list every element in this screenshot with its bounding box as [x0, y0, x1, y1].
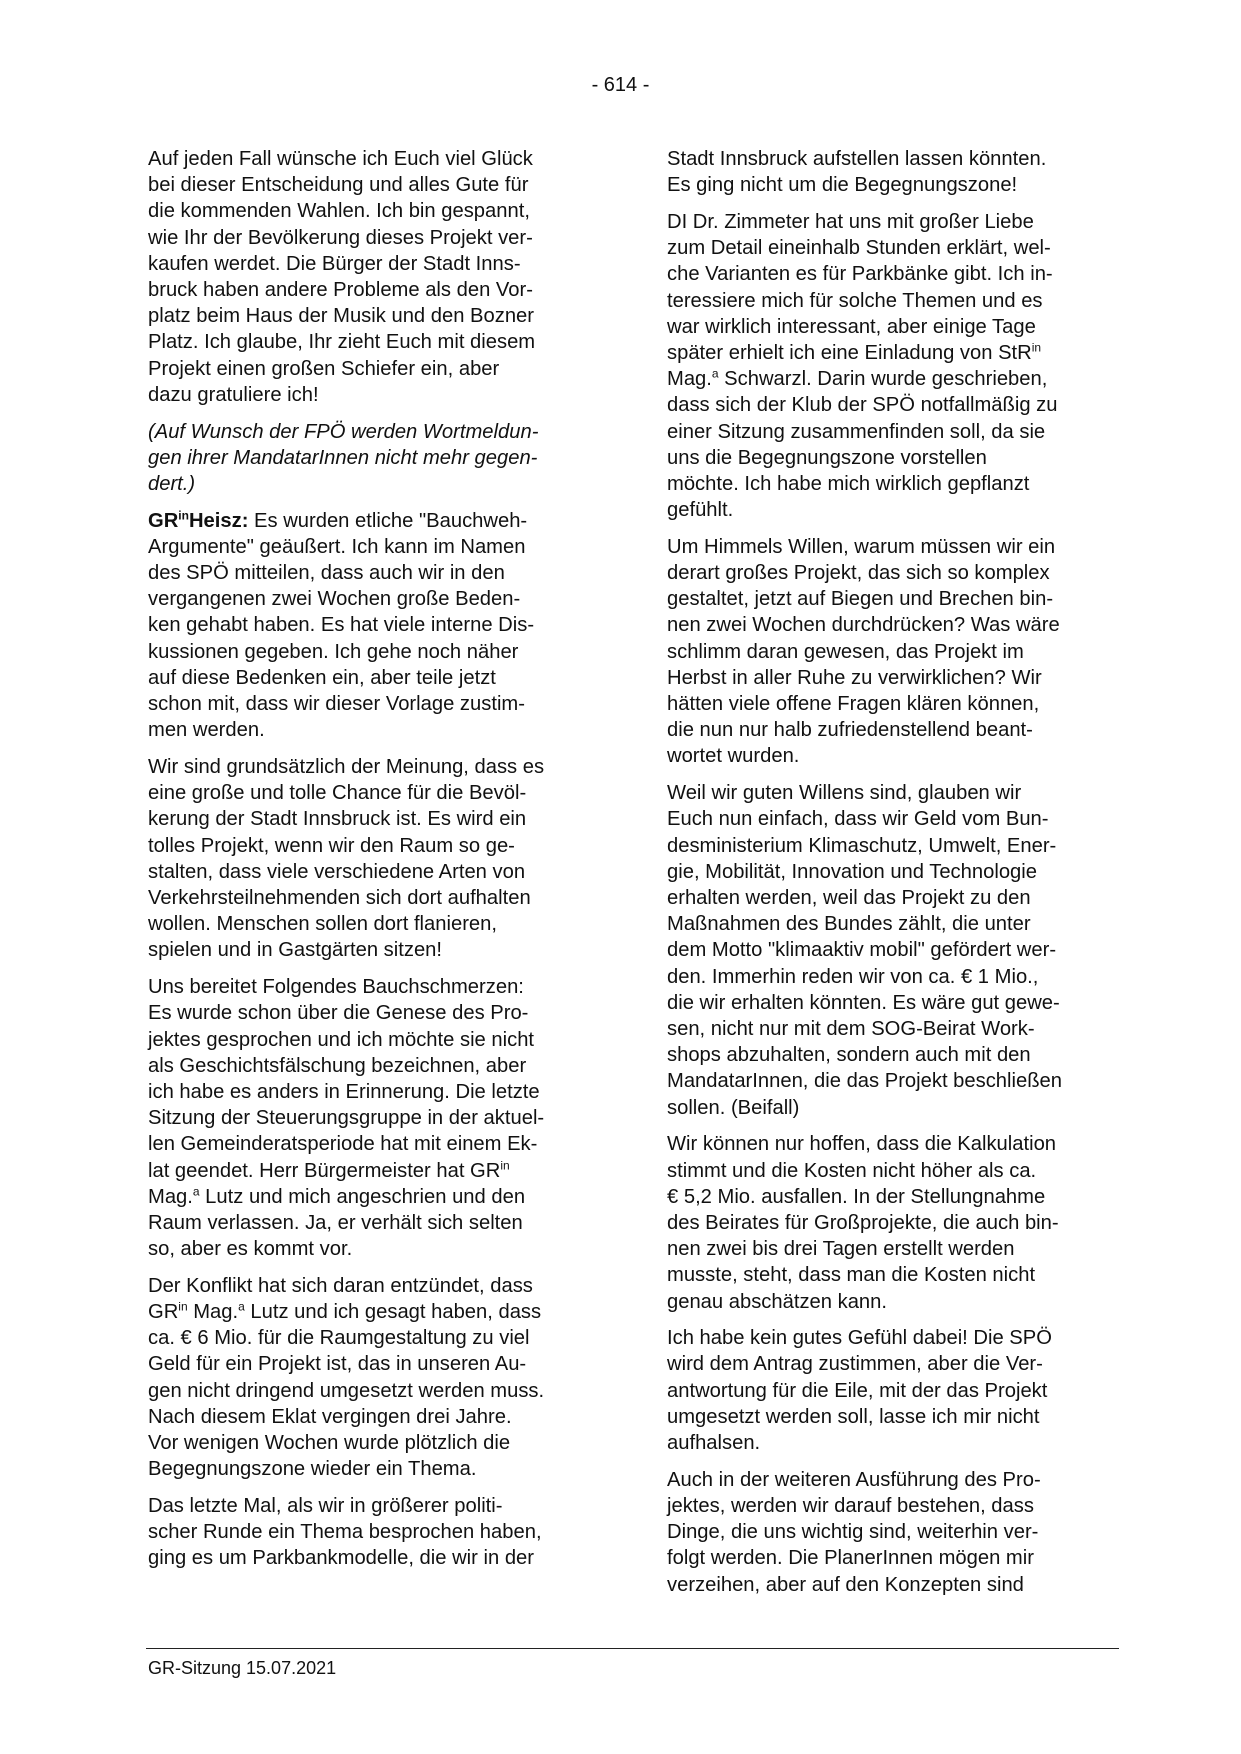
paragraph: Wir sind grundsätzlich der Meinung, dass es eine große und tolle Chance für die Bevöl- kerung der Stadt Innsbruck ist. Es wird ein tolles Projekt, wenn wir den Raum so ge- stalten, dass viele verschiedene Arten von Verkehrsteilnehmenden sich dort aufhalten wollen. Menschen sollen dort flanieren, spielen und in Gastgärten sitzen!: [148, 755, 545, 962]
superscript: a: [238, 1299, 245, 1314]
superscript: in: [500, 1157, 510, 1172]
right-column: [667, 146, 1117, 1608]
speaker-title-suffix: in: [178, 507, 189, 522]
paragraph: [148, 974, 598, 1262]
speech-heisz: [148, 508, 598, 744]
superscript: a: [711, 366, 719, 381]
paragraph: Auch in der weiteren Ausführung des Pro- jektes, werden wir darauf bestehen, dass Dinge, die uns wichtig sind, weiterhin ver- folgt werden. Die PlanerInnen mögen mir verzeihen, aber auf den Konzepten sind: [667, 1468, 1041, 1596]
text-segment: Der Konflikt hat sich daran entzündet, dass GR: [148, 1274, 533, 1324]
superscript: a: [192, 1183, 200, 1198]
paragraph: Um Himmels Willen, warum müssen wir ein derart großes Projekt, das sich so komplex gestaltet, jetzt auf Biegen und Brechen bin- nen zwei Wochen durchdrücken? Was wäre schlimm daran gewesen, das Projekt im Herbst in aller Ruhe zu verwirklichen? Wir hätten viele offene Fragen klären können, die nun nur halb zufriedenstellend beant- wortet wurden.: [667, 535, 1060, 768]
footer-session-date: GR-Sitzung 15.07.2021: [148, 1658, 337, 1678]
text-segment: Lutz und ich gesagt haben, dass ca. € 6 Mio. für die Raumgestaltung zu viel Geld für ein Projekt ist, das in unseren Au- gen nicht dringend umgesetzt werden muss. Nach diesem Eklat vergingen drei Jahre. Vor wenigen Wochen wurde plötzlich die Begegnungszone wieder ein Thema.: [148, 1301, 545, 1481]
page-number: - 614 -: [591, 74, 650, 96]
paragraph: Ich habe kein gutes Gefühl dabei! Die SPÖ wird dem Antrag zustimmen, aber die Ver- antwortung für die Eile, mit der das Projekt umgesetzt werden soll, lasse ich mir nicht aufhalsen.: [667, 1327, 1052, 1455]
paragraph: Auf jeden Fall wünsche ich Euch viel Glück bei dieser Entscheidung und alles Gute für die kommenden Wahlen. Ich bin gespannt, wie Ihr der Bevölkerung dieses Projekt ver- kaufen werdet. Die Bürger der Stadt Inns- bruck haben andere Probleme als den Vor- platz beim Haus der Musik und den Bozner Platz. Ich glaube, Ihr zieht Euch mit diesem Projekt einen großen Schiefer ein, aber dazu gratuliere ich!: [148, 148, 536, 406]
text-segment: Mag.: [148, 1185, 193, 1208]
paragraph: Stadt Innsbruck aufstellen lassen könnten. Es ging nicht um die Begegnungszone!: [667, 148, 1047, 197]
text-segment: DI Dr. Zimmeter hat uns mit großer Liebe zum Detail eineinhalb Stunden erklärt, wel- che Varianten es für Parkbänke gibt. Ich in- teressiere mich für solche Themen und es war wirklich interessant, aber einige Tage später erhielt ich eine Einladung von StR: [667, 210, 1053, 364]
paragraph: Wir können nur hoffen, dass die Kalkulation stimmt und die Kosten nicht höher als ca. € 5,2 Mio. ausfallen. In der Stellungnahme des Beirates für Großprojekte, die auch bin- nen zwei bis drei Tagen erstellt werden musste, steht, dass man die Kosten nicht genau abschätzen kann.: [667, 1133, 1059, 1313]
paragraph: Weil wir guten Willens sind, glauben wir Euch nun einfach, dass wir Geld vom Bun- desministerium Klimaschutz, Umwelt, Ener- gie, Mobilität, Innovation und Technologie erhalten werden, weil das Projekt zu den Maßnahmen des Bundes zählt, die unter dem Motto "klimaaktiv mobil" gefördert wer- den. Immerhin reden wir von ca. € 1 Mio., die wir erhalten könnten. Es wäre gut gewe- sen, nicht nur mit dem SOG-Beirat Work- shops abzuhalten, sondern auch mit den MandatarInnen, die das Projekt beschließen sollen. (Beifall): [667, 782, 1063, 1119]
editorial-note: (Auf Wunsch der FPÖ werden Wortmeldun- gen ihrer MandatarInnen nicht mehr gegen- dert.): [148, 420, 539, 495]
speaker-title: GR: [148, 509, 179, 532]
paragraph: [667, 209, 1117, 523]
text-segment: Mag.: [667, 368, 712, 391]
superscript: in: [178, 1299, 188, 1314]
footer-divider: [146, 1648, 1119, 1649]
superscript: in: [1031, 340, 1042, 355]
paragraph: [148, 1273, 598, 1483]
speaker-name: Heisz:: [188, 509, 249, 532]
text-segment: Schwarzl. Darin wurde geschrieben, dass sich der Klub der SPÖ notfallmäßig zu einer Sitzung zusammenfinden soll, da sie uns die Begegnungszone vorstellen möchte. Ich habe mich wirklich gepflanzt gefühlt.: [667, 368, 1058, 522]
text-segment: Lutz und mich angeschrien und den Raum verlassen. Ja, er verhält sich selten so, aber es kommt vor.: [148, 1185, 526, 1261]
speech-text: Es wurden etliche "Bauchweh- Argumente" geäußert. Ich kann im Namen des SPÖ mitteilen, dass auch wir in den vergangenen zwei Wochen große Beden- ken gehabt haben. Es hat viele interne Dis- kussionen gegeben. Ich gehe noch näher auf diese Bedenken ein, aber teile jetzt schon mit, dass wir dieser Vorlage zustim- men werden.: [148, 509, 535, 742]
text-segment: Uns bereitet Folgendes Bauchschmerzen: Es wurde schon über die Genese des Pro- jektes gesprochen und ich möchte sie nicht als Geschichtsfälschung bezeichnen, aber ich habe es anders in Erinnerung. Die letzte Sitzung der Steuerungsgruppe in der aktuel- len Gemeinderatsperiode hat mit einem Ek- lat geendet. Herr Bürgermeister hat GR: [148, 976, 545, 1182]
speaker-label: [148, 507, 249, 532]
text-segment: Mag.: [187, 1301, 239, 1324]
paragraph: Das letzte Mal, als wir in größerer politi- scher Runde ein Thema besprochen haben, ging es um Parkbankmodelle, die wir in der: [148, 1494, 542, 1570]
left-column: [148, 146, 598, 1582]
